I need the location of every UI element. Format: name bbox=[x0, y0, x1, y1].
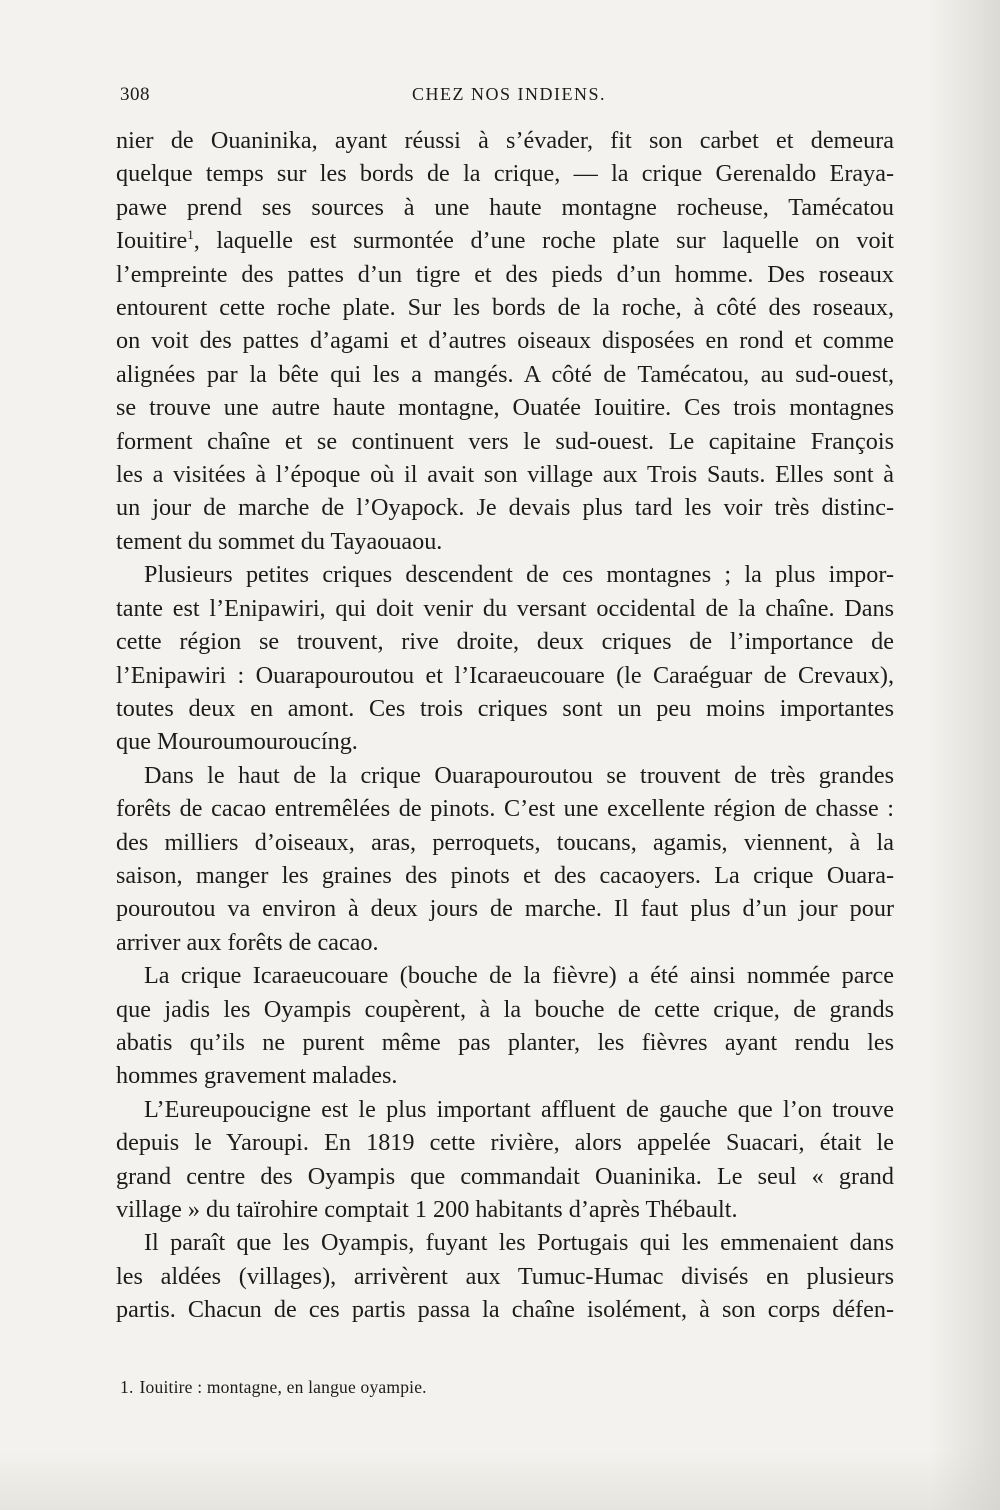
line-text: alignées par la bête qui les a mangés. A côté de Tamécatou, au sud-ouest, bbox=[116, 360, 894, 388]
line-text: entourent cette roche plate. Sur les bords de la roche, à côté des roseaux, bbox=[116, 294, 894, 322]
text-line bbox=[116, 1160, 894, 1193]
line-text: les aldées (villages), arrivèrent aux Tumuc-Humac divisés en plusieurs bbox=[116, 1262, 894, 1290]
text-line bbox=[116, 859, 894, 892]
text-line bbox=[116, 1293, 894, 1326]
line-text: abatis qu’ils ne purent même pas planter, les fièvres ayant rendu les bbox=[116, 1028, 894, 1056]
text-line bbox=[116, 759, 894, 792]
line-text: hommes gravement malades. bbox=[116, 1062, 398, 1090]
line-text: village » du taïrohire comptait 1 200 habitants d’après Thébault. bbox=[116, 1196, 738, 1223]
footnote bbox=[120, 1377, 820, 1398]
running-title: CHEZ NOS INDIENS. bbox=[412, 84, 606, 104]
line-text: que jadis les Oyampis coupèrent, à la bouche de cette crique, de grands bbox=[116, 995, 894, 1023]
line-text: pawe prend ses sources à une haute montagne rocheuse, Tamécatou bbox=[116, 193, 894, 221]
text-line bbox=[116, 525, 894, 558]
line-text: on voit des pattes d’agami et d’autres oiseaux disposées en rond et comme bbox=[116, 327, 894, 355]
text-line bbox=[116, 826, 894, 859]
text-line bbox=[116, 224, 894, 257]
line-text: Iouitire bbox=[116, 227, 188, 255]
footnote-reference: 1 bbox=[187, 227, 194, 243]
line-text: forment chaîne et se continuent vers le sud-ouest. Le capitaine François bbox=[116, 427, 894, 455]
text-line bbox=[116, 491, 894, 524]
page-number: 308 bbox=[120, 84, 150, 105]
text-line bbox=[116, 258, 894, 291]
text-line bbox=[116, 1193, 894, 1226]
text-line bbox=[116, 725, 894, 758]
line-text: toutes deux en amont. Ces trois criques sont un peu moins importantes bbox=[116, 694, 894, 722]
line-text: des milliers d’oiseaux, aras, perroquets, toucans, agamis, viennent, à la bbox=[116, 828, 894, 856]
line-text: Dans le haut de la crique Ouarapouroutou se trouvent de très grandes bbox=[144, 761, 894, 789]
line-text: se trouve une autre haute montagne, Ouatée Iouitire. Ces trois montagnes bbox=[116, 394, 894, 422]
text-line bbox=[116, 391, 894, 424]
line-text: L’Eureupoucigne est le plus important affluent de gauche que l’on trouve bbox=[144, 1095, 894, 1123]
text-line bbox=[116, 692, 894, 725]
text-line bbox=[116, 425, 894, 458]
text-line bbox=[116, 558, 894, 591]
text-line bbox=[116, 157, 894, 190]
line-text: l’empreinte des pattes d’un tigre et des pieds d’un homme. Des roseaux bbox=[116, 260, 894, 288]
line-text: Plusieurs petites criques descendent de ces montagnes ; la plus impor- bbox=[144, 561, 894, 589]
text-line bbox=[116, 1226, 894, 1259]
text-line bbox=[116, 458, 894, 491]
line-text: arriver aux forêts de cacao. bbox=[116, 928, 379, 956]
line-text: cette région se trouvent, rive droite, deux criques de l’importance de bbox=[116, 628, 894, 656]
line-text: grand centre des Oyampis que commandait Ouaninika. Le seul « grand bbox=[116, 1162, 894, 1190]
text-line bbox=[116, 1059, 894, 1092]
text-line bbox=[116, 993, 894, 1026]
text-line bbox=[116, 191, 894, 224]
running-header bbox=[120, 84, 893, 112]
text-line bbox=[116, 1126, 894, 1159]
line-text: Il paraît que les Oyampis, fuyant les Portugais qui les emmenaient dans bbox=[144, 1229, 894, 1257]
text-line bbox=[116, 1093, 894, 1126]
line-text: que Mouroumouroucíng. bbox=[116, 728, 358, 756]
text-line bbox=[116, 625, 894, 658]
text-line bbox=[116, 926, 894, 959]
text-line bbox=[116, 324, 894, 357]
line-text: partis. Chacun de ces partis passa la chaîne isolément, à son corps défen- bbox=[116, 1296, 894, 1324]
footnote-text: Iouitire : montagne, en langue oyampie. bbox=[139, 1377, 427, 1397]
text-line bbox=[116, 959, 894, 992]
body-text bbox=[116, 124, 894, 1327]
line-text: tante est l’Enipawiri, qui doit venir du versant occidental de la chaîne. Dans bbox=[116, 594, 894, 622]
text-line bbox=[116, 659, 894, 692]
line-text: depuis le Yaroupi. En 1819 cette rivière, alors appelée Suacari, était le bbox=[116, 1129, 894, 1157]
line-text: forêts de cacao entremêlées de pinots. C’est une excellente région de chasse : bbox=[116, 795, 894, 823]
text-line bbox=[116, 892, 894, 925]
page-edge-shadow bbox=[930, 0, 1000, 1510]
line-text: les a visitées à l’époque où il avait son village aux Trois Sauts. Elles sont à bbox=[116, 461, 894, 489]
line-text: nier de Ouaninika, ayant réussi à s’évader, fit son carbet et demeura bbox=[116, 127, 894, 154]
text-line bbox=[116, 592, 894, 625]
footnote-mark: 1. bbox=[120, 1377, 134, 1397]
line-text: tement du sommet du Tayaouaou. bbox=[116, 527, 443, 555]
line-text: pouroutou va environ à deux jours de marche. Il faut plus d’un jour pour bbox=[116, 895, 894, 923]
text-line bbox=[116, 124, 894, 157]
text-line bbox=[116, 1260, 894, 1293]
text-line bbox=[116, 792, 894, 825]
line-text: l’Enipawiri : Ouarapouroutou et l’Icaraeucouare (le Caraéguar de Crevaux), bbox=[116, 661, 894, 689]
page-bottom-shadow bbox=[0, 1450, 1000, 1510]
line-text: un jour de marche de l’Oyapock. Je devais plus tard les voir très distinc- bbox=[116, 494, 894, 522]
line-text: La crique Icaraeucouare (bouche de la fièvre) a été ainsi nommée parce bbox=[144, 962, 894, 990]
line-text-continued: , laquelle est surmontée d’une roche plate sur laquelle on voit bbox=[193, 227, 894, 255]
text-line bbox=[116, 358, 894, 391]
line-text: saison, manger les graines des pinots et des cacaoyers. La crique Ouara- bbox=[116, 861, 894, 889]
line-text: quelque temps sur les bords de la crique, — la crique Gerenaldo Eraya- bbox=[116, 160, 894, 188]
text-line bbox=[116, 1026, 894, 1059]
text-line bbox=[116, 291, 894, 324]
